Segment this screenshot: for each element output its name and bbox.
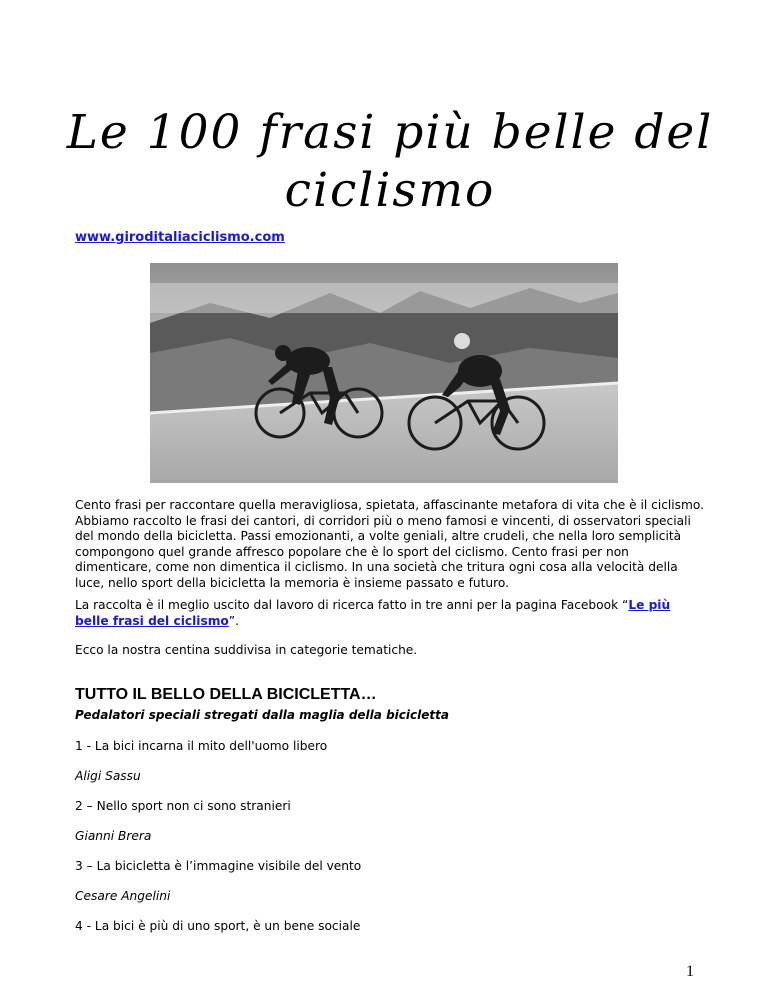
- section-subtitle: Pedalatori speciali stregati dalla maglia della bicicletta: [75, 708, 449, 722]
- raccolta-text-before: La raccolta è il meglio uscito dal lavoro di ricerca fatto in tre anni per la pagina Facebook “: [75, 598, 629, 612]
- quote-text: 4 - La bici è più di uno sport, è un bene sociale: [75, 919, 361, 933]
- quote-text: 1 - La bici incarna il mito dell'uomo libero: [75, 739, 328, 753]
- section-heading: TUTTO IL BELLO DELLA BICICLETTA…: [75, 686, 377, 703]
- page-number: 1: [686, 963, 694, 980]
- quote-author: Gianni Brera: [75, 829, 152, 843]
- raccolta-paragraph: [75, 598, 705, 629]
- intro-paragraph: Cento frasi per raccontare quella meravigliosa, spietata, affascinante metafora di vita che è il ciclismo. Abbiamo raccolto le frasi dei cantori, di corridori più o meno famosi e vincenti, di osservatori speciali del mondo della bicicletta. Passi emozionanti, a volte geniali, altre crudeli, che nella loro semplicità compongono quel grande affresco popolare che è lo sport del ciclismo. Cento frasi per non dimenticare, come non dimentica il ciclismo. In una società che tritura ogni cosa alla velocità della luce, nello sport della bicicletta la memoria è insieme passato e futuro.: [75, 498, 705, 590]
- facebook-page-link[interactable]: Le più belle frasi del ciclismo: [75, 598, 671, 628]
- quote-text: 3 – La bicicletta è l’immagine visibile del vento: [75, 859, 362, 873]
- cyclists-photo: [150, 263, 618, 483]
- site-link[interactable]: www.giroditaliaciclismo.com: [75, 230, 285, 245]
- quote-author: Aligi Sassu: [75, 769, 141, 783]
- raccolta-text-after: ”.: [228, 613, 239, 628]
- page-title: Le 100 frasi più belle del ciclismo: [66, 105, 714, 218]
- ecco-paragraph: Ecco la nostra centina suddivisa in categorie tematiche.: [75, 643, 418, 657]
- quote-text: 2 – Nello sport non ci sono stranieri: [75, 799, 291, 813]
- quote-author: Cesare Angelini: [75, 889, 171, 903]
